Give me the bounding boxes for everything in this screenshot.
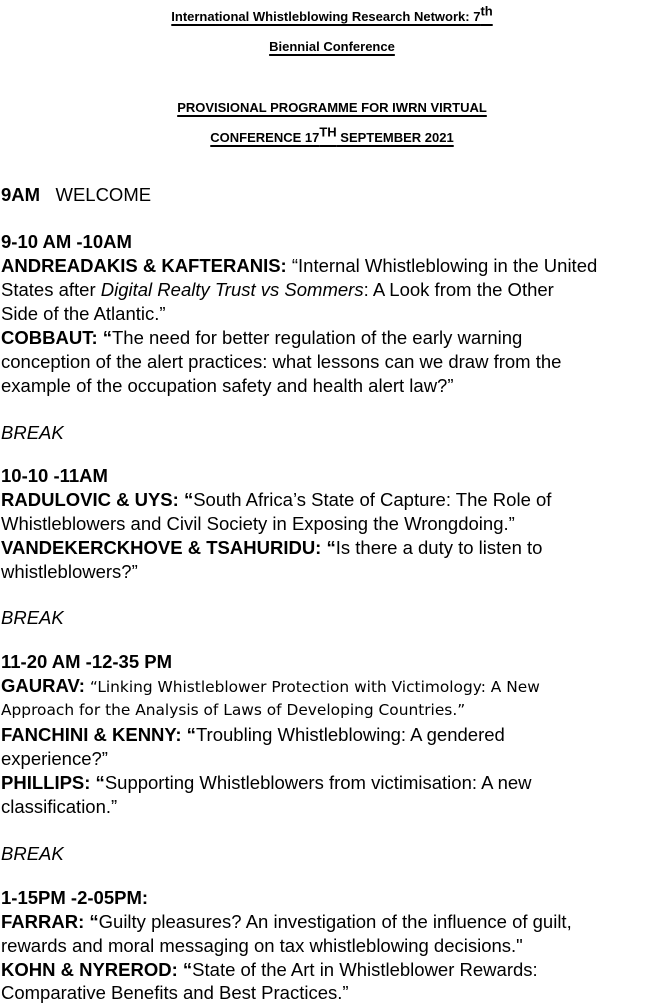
session3-talk1-line1: GAURAV: “Linking Whistleblower Protection with Victimology: A New: [1, 675, 540, 696]
session3-talk2-line2: experience?”: [1, 748, 108, 769]
programme-title-line1: PROVISIONAL PROGRAMME FOR IWRN VIRTUAL: [177, 100, 487, 115]
session1-talk1-speakers: ANDREADAKIS & KAFTERANIS:: [1, 255, 287, 276]
session1-talk2-speakers: COBBAUT: “: [1, 327, 112, 348]
session3-talk3-line2: classification.”: [1, 796, 118, 817]
welcome-time: 9AM: [1, 184, 41, 205]
session1-talk2-line1: COBBAUT: “The need for better regulation of the early warning: [1, 327, 523, 348]
session4-talk1-speakers: FARRAR: “: [1, 911, 99, 932]
session2-talk2-line1: VANDEKERCKHOVE & TSAHURIDU: “Is there a duty to listen to: [1, 537, 543, 558]
break-2: BREAK: [1, 607, 64, 628]
session4-talk2-line2: Comparative Benefits and Best Practices.”: [1, 982, 349, 1003]
session1-talk1-line1: ANDREADAKIS & KAFTERANIS: “Internal Whistleblowing in the United: [1, 255, 598, 276]
programme-title-line2: CONFERENCE 17TH SEPTEMBER 2021: [210, 124, 454, 145]
break-3: BREAK: [1, 843, 64, 864]
session2-talk1-speakers: RADULOVIC & UYS: “: [1, 489, 194, 510]
session3-time: 11-20 AM -12-35 PM: [1, 651, 173, 672]
session3-talk2-speakers: FANCHINI & KENNY: “: [1, 724, 196, 745]
welcome-line: [1, 183, 151, 207]
session2-talk1-line2: Whistleblowers and Civil Society in Exposing the Wrongdoing.”: [1, 513, 515, 534]
session3-talk1-line2: Approach for the Analysis of Laws of Developing Countries.”: [1, 701, 466, 719]
session4-talk1-line2: rewards and moral messaging on tax whistleblowing decisions.": [1, 935, 523, 956]
session1-talk1-line3: Side of the Atlantic.”: [1, 303, 166, 324]
session2-talk1-line1: RADULOVIC & UYS: “South Africa’s State of Capture: The Role of: [1, 489, 552, 510]
session3-talk2-line1: FANCHINI & KENNY: “Troubling Whistleblowing: A gendered: [1, 724, 505, 745]
session3-talk3-speakers: PHILLIPS: “: [1, 772, 105, 793]
conference-title-line1: International Whistleblowing Research Network: 7th: [171, 3, 493, 24]
session4-talk2-line1: KOHN & NYREROD: “State of the Art in Whistleblower Rewards:: [1, 959, 538, 980]
welcome-label: WELCOME: [55, 184, 152, 205]
conference-title-line2: Biennial Conference: [269, 39, 395, 54]
session2-talk2-speakers: VANDEKERCKHOVE & TSAHURIDU: “: [1, 537, 336, 558]
session2-talk2-line2: whistleblowers?”: [1, 561, 138, 582]
session4-talk2-speakers: KOHN & NYREROD: “: [1, 959, 193, 980]
session2-time: 10-10 -11AM: [1, 465, 108, 486]
session1-time: 9-10 AM -10AM: [1, 231, 132, 252]
session1-talk1-line2: States after Digital Realty Trust vs Sommers: A Look from the Other: [1, 279, 554, 300]
session3-talk1-speakers: GAURAV:: [1, 675, 85, 696]
session1-talk2-line3: example of the occupation safety and health alert law?”: [1, 375, 454, 396]
session4-talk1-line1: FARRAR: “Guilty pleasures? An investigation of the influence of guilt,: [1, 911, 572, 932]
session4-time: 1-15PM -2-05PM:: [1, 887, 149, 908]
break-1: BREAK: [1, 422, 64, 443]
session3-talk3-line1: PHILLIPS: “Supporting Whistleblowers from victimisation: A new: [1, 772, 532, 793]
session1-talk2-line2: conception of the alert practices: what lessons can we draw from the: [1, 351, 562, 372]
